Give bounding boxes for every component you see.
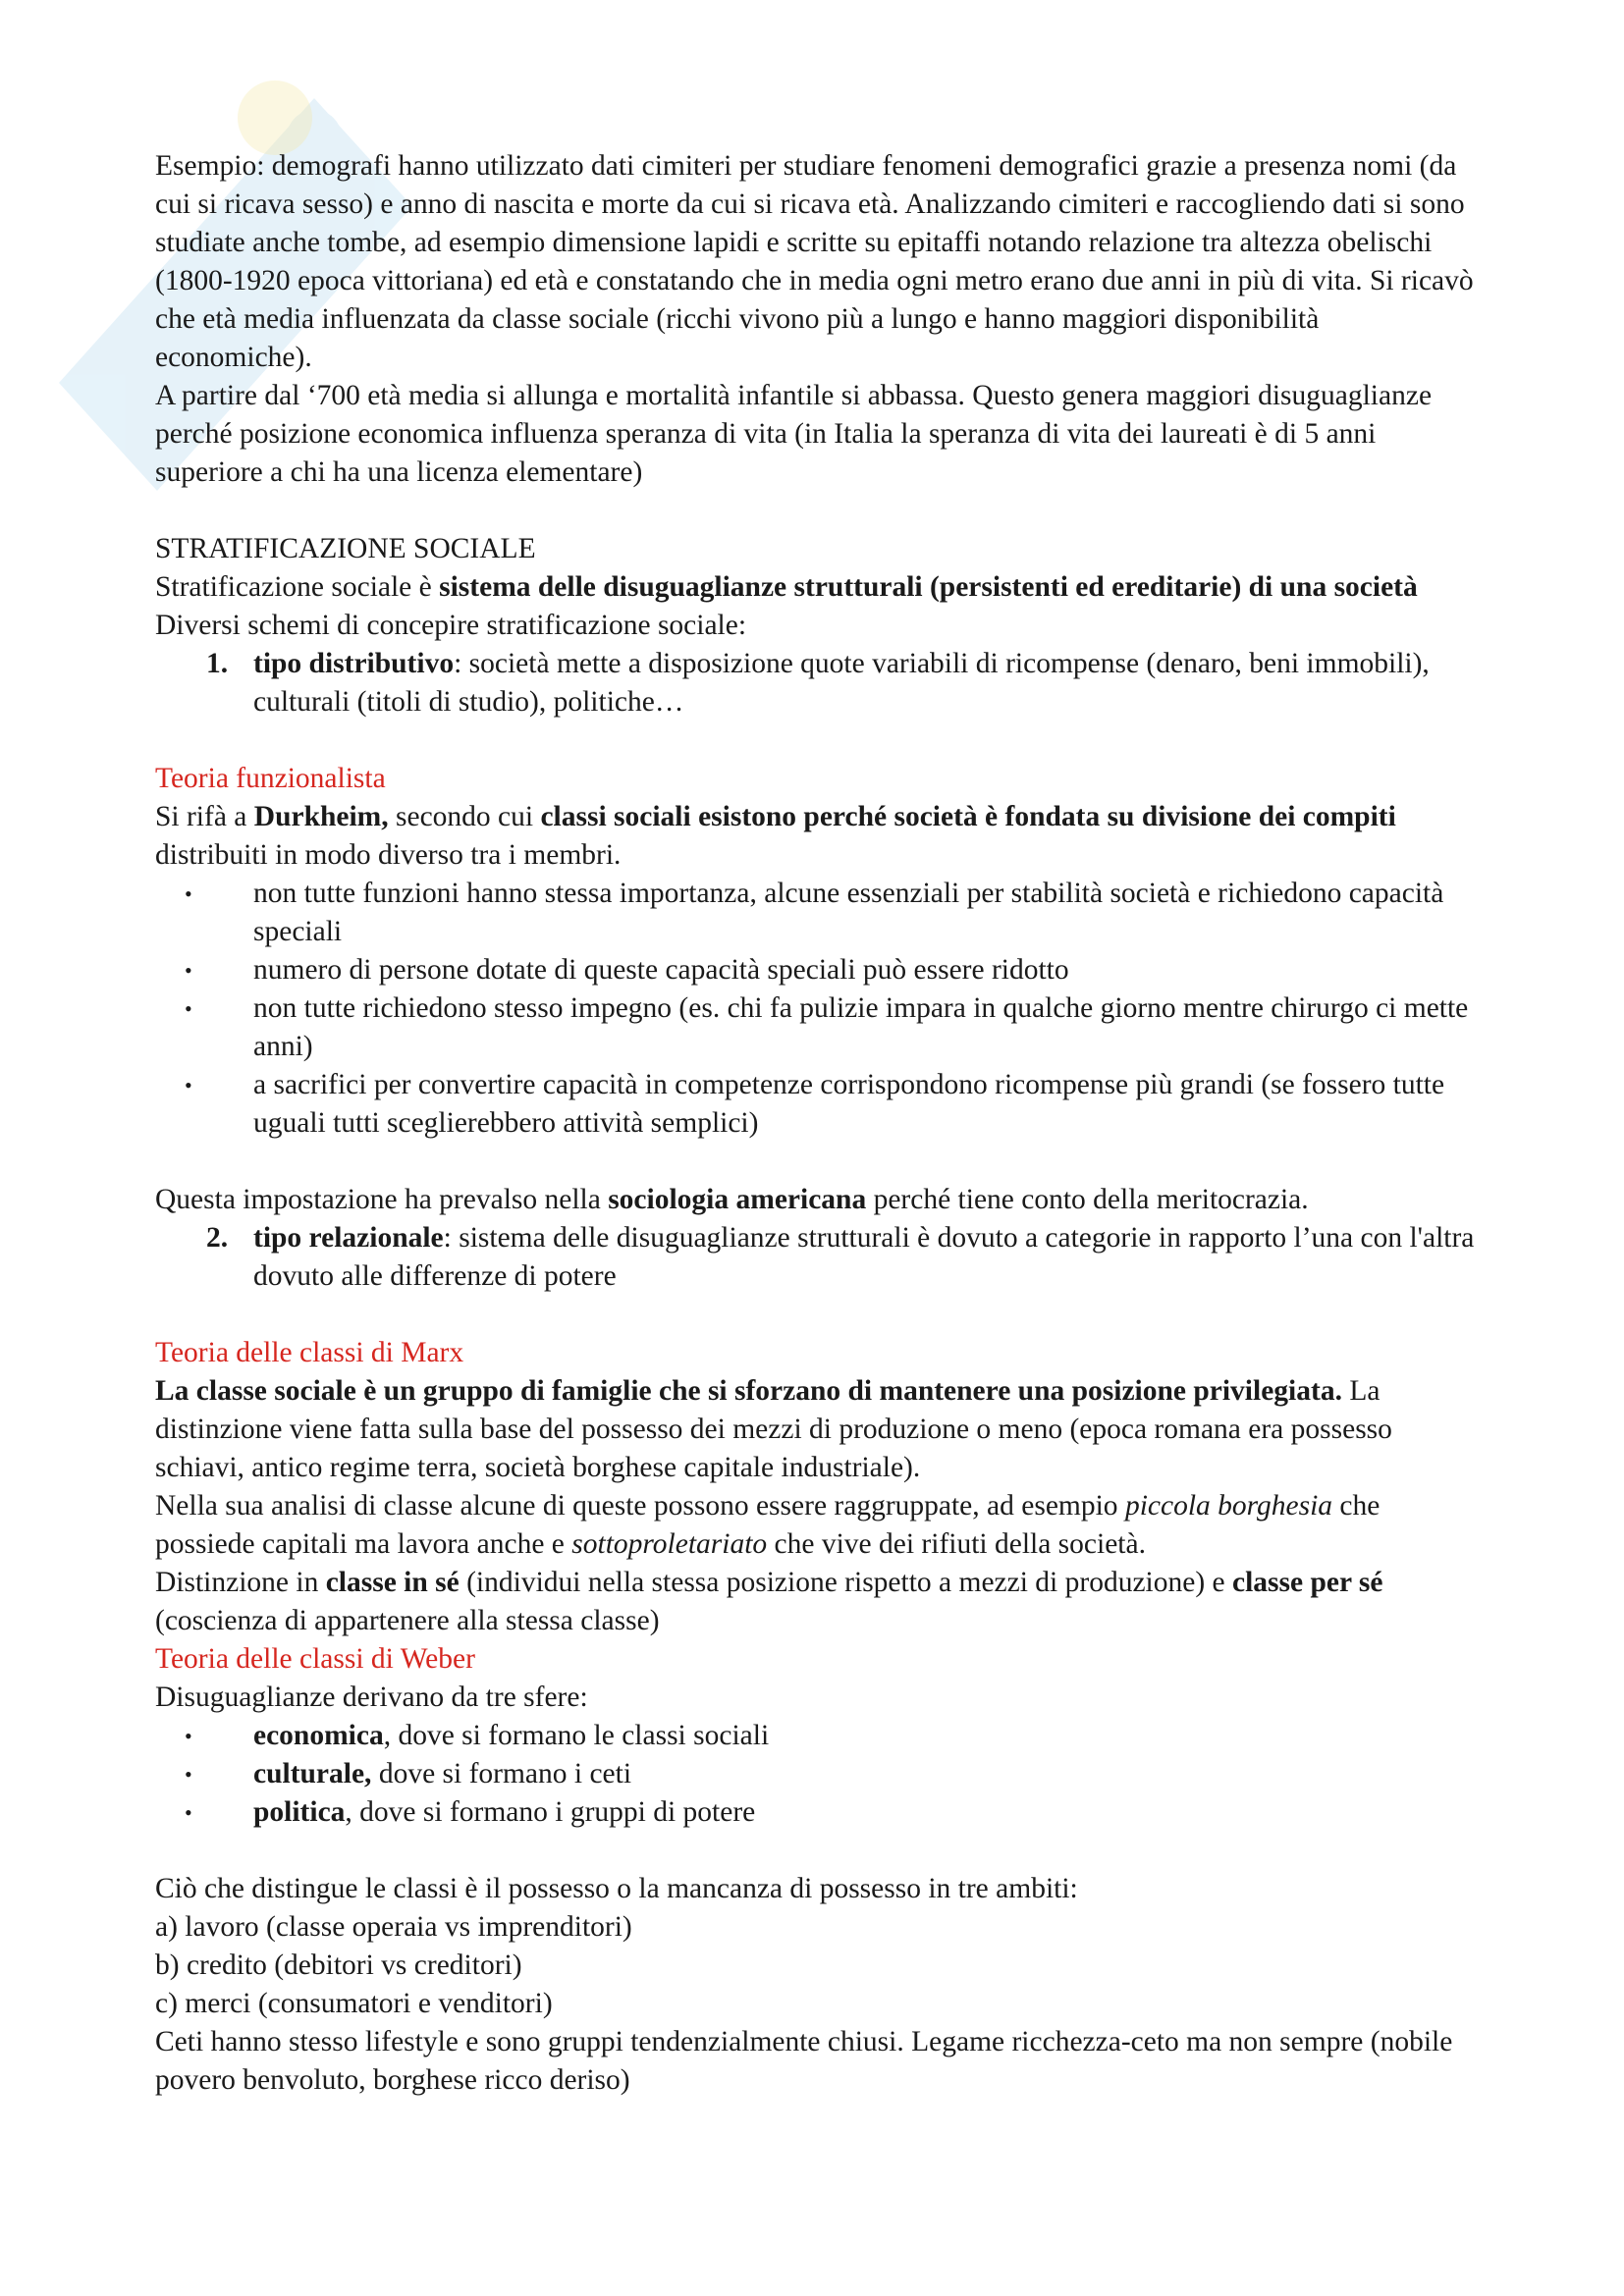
list-number: 1.: [206, 648, 229, 679]
stratificazione-definition: Stratificazione sociale è sistema delle disuguaglianze strutturali (persistenti ed ereditarie) di una società: [155, 571, 1418, 603]
intro-paragraph-1: Esempio: demografi hanno utilizzato dati cimiteri per studiare fenomeni demografici grazie a presenza nomi (da cui si ricava sesso) e anno di nascita e morte da cui si ricava età. Analizzando cimiteri e raccogliendo dati si sono studiate anche tombe, ad esempio dimensione lapidi e scritte su epitaffi notando relazione tra altezza obelischi (1800-1920 epoca vittoriana) ed età e constatando che in media ogni metro erano due anni in più di vita. Si ricavò che età media influenzata da classe sociale (ricchi vivono più a lungo e hanno maggiori disponibilità economiche).: [155, 150, 1474, 373]
marx-paragraph-2: Nella sua analisi di classe alcune di queste possono essere raggruppate, ad esempio piccola borghesia che possiede capitali ma lavora anche e sottoproletariato che vive dei rifiuti della società.: [155, 1490, 1380, 1560]
weber-ambiti-intro: Ciò che distingue le classi è il possesso o la mancanza di possesso in tre ambiti:: [155, 1873, 1078, 1904]
bullet-marker: •: [185, 958, 192, 983]
schemes-list-2: [155, 1219, 1483, 1296]
list-item: 1. tipo distributivo: società mette a disposizione quote variabili di ricompense (denaro, beni immobili), culturali (titoli di studio), politiche…: [155, 645, 1483, 721]
intro-paragraph-2: A partire dal ‘700 età media si allunga e mortalità infantile si abbassa. Questo genera maggiori disuguaglianze perché posizione economica influenza speranza di vita (in Italia la speranza di vita dei laureati è di 5 anni superiore a chi ha una licenza elementare): [155, 380, 1433, 488]
bullet-marker: •: [185, 1073, 192, 1097]
weber-ambito-lavoro: a) lavoro (classe operaia vs imprenditori): [155, 1911, 632, 1943]
list-item: • politica, dove si formano i gruppi di potere: [155, 1793, 1483, 1832]
funzionalista-conclusion: Questa impostazione ha prevalso nella sociologia americana perché tiene conto della meritocrazia.: [155, 1184, 1309, 1215]
list-item: • economica, dove si formano le classi sociali: [155, 1717, 1483, 1755]
marx-paragraph-3: Distinzione in classe in sé (individui nella stessa posizione rispetto a mezzi di produzione) e classe per sé (coscienza di appartenere alla stessa classe): [155, 1567, 1383, 1636]
bullet-marker: •: [185, 1762, 192, 1787]
bullet-marker: •: [185, 1724, 192, 1748]
list-item: • a sacrifici per convertire capacità in competenze corrispondono ricompense più grandi (se fossero tutte uguali tutti sceglierebbero attività semplici): [155, 1066, 1483, 1143]
bullet-marker: •: [185, 881, 192, 906]
heading-teoria-marx: Teoria delle classi di Marx: [155, 1337, 464, 1368]
funzionalista-bullets: [155, 875, 1483, 1143]
list-item: • culturale, dove si formano i ceti: [155, 1755, 1483, 1793]
heading-teoria-funzionalista: Teoria funzionalista: [155, 763, 386, 794]
list-item: • non tutte richiedono stesso impegno (es. chi fa pulizie impara in qualche giorno mentre chirurgo ci mette anni): [155, 989, 1483, 1066]
schemes-list-1: [155, 645, 1483, 721]
weber-spheres: [155, 1717, 1483, 1832]
list-item: • numero di persone dotate di queste capacità speciali può essere ridotto: [155, 951, 1483, 989]
bullet-marker: •: [185, 1800, 192, 1825]
section-heading-stratificazione: STRATIFICAZIONE SOCIALE: [155, 533, 536, 564]
heading-teoria-weber: Teoria delle classi di Weber: [155, 1643, 475, 1675]
weber-ambito-merci: c) merci (consumatori e venditori): [155, 1988, 553, 2019]
list-item: • non tutte funzioni hanno stessa importanza, alcune essenziali per stabilità società e richiedono capacità speciali: [155, 875, 1483, 951]
document-page: [155, 147, 1483, 2100]
weber-ambito-credito: b) credito (debitori vs creditori): [155, 1949, 522, 1981]
stratificazione-definition-bold: sistema delle disuguaglianze strutturali (persistenti ed ereditarie) di una società: [439, 571, 1418, 603]
weber-intro: Disuguaglianze derivano da tre sfere:: [155, 1682, 588, 1713]
list-item: 2. tipo relazionale: sistema delle disuguaglianze strutturali è dovuto a categorie in rapporto l’una con l'altra dovuto alle differenze di potere: [155, 1219, 1483, 1296]
weber-ceti: Ceti hanno stesso lifestyle e sono gruppi tendenzialmente chiusi. Legame ricchezza-ceto ma non sempre (nobile povero benvoluto, borghese ricco deriso): [155, 2026, 1453, 2096]
marx-definition: La classe sociale è un gruppo di famiglie che si sforzano di mantenere una posizione privilegiata. La distinzione viene fatta sulla base del possesso dei mezzi di produzione o meno (epoca romana era possesso schiavi, antico regime terra, società borghese capitale industriale).: [155, 1375, 1392, 1483]
bullet-marker: •: [185, 996, 192, 1021]
list-number: 2.: [206, 1222, 229, 1254]
funzionalista-paragraph: Si rifà a Durkheim, secondo cui classi sociali esistono perché società è fondata su divisione dei compiti distribuiti in modo diverso tra i membri.: [155, 801, 1396, 871]
schemes-intro: Diversi schemi di concepire stratificazione sociale:: [155, 610, 747, 641]
